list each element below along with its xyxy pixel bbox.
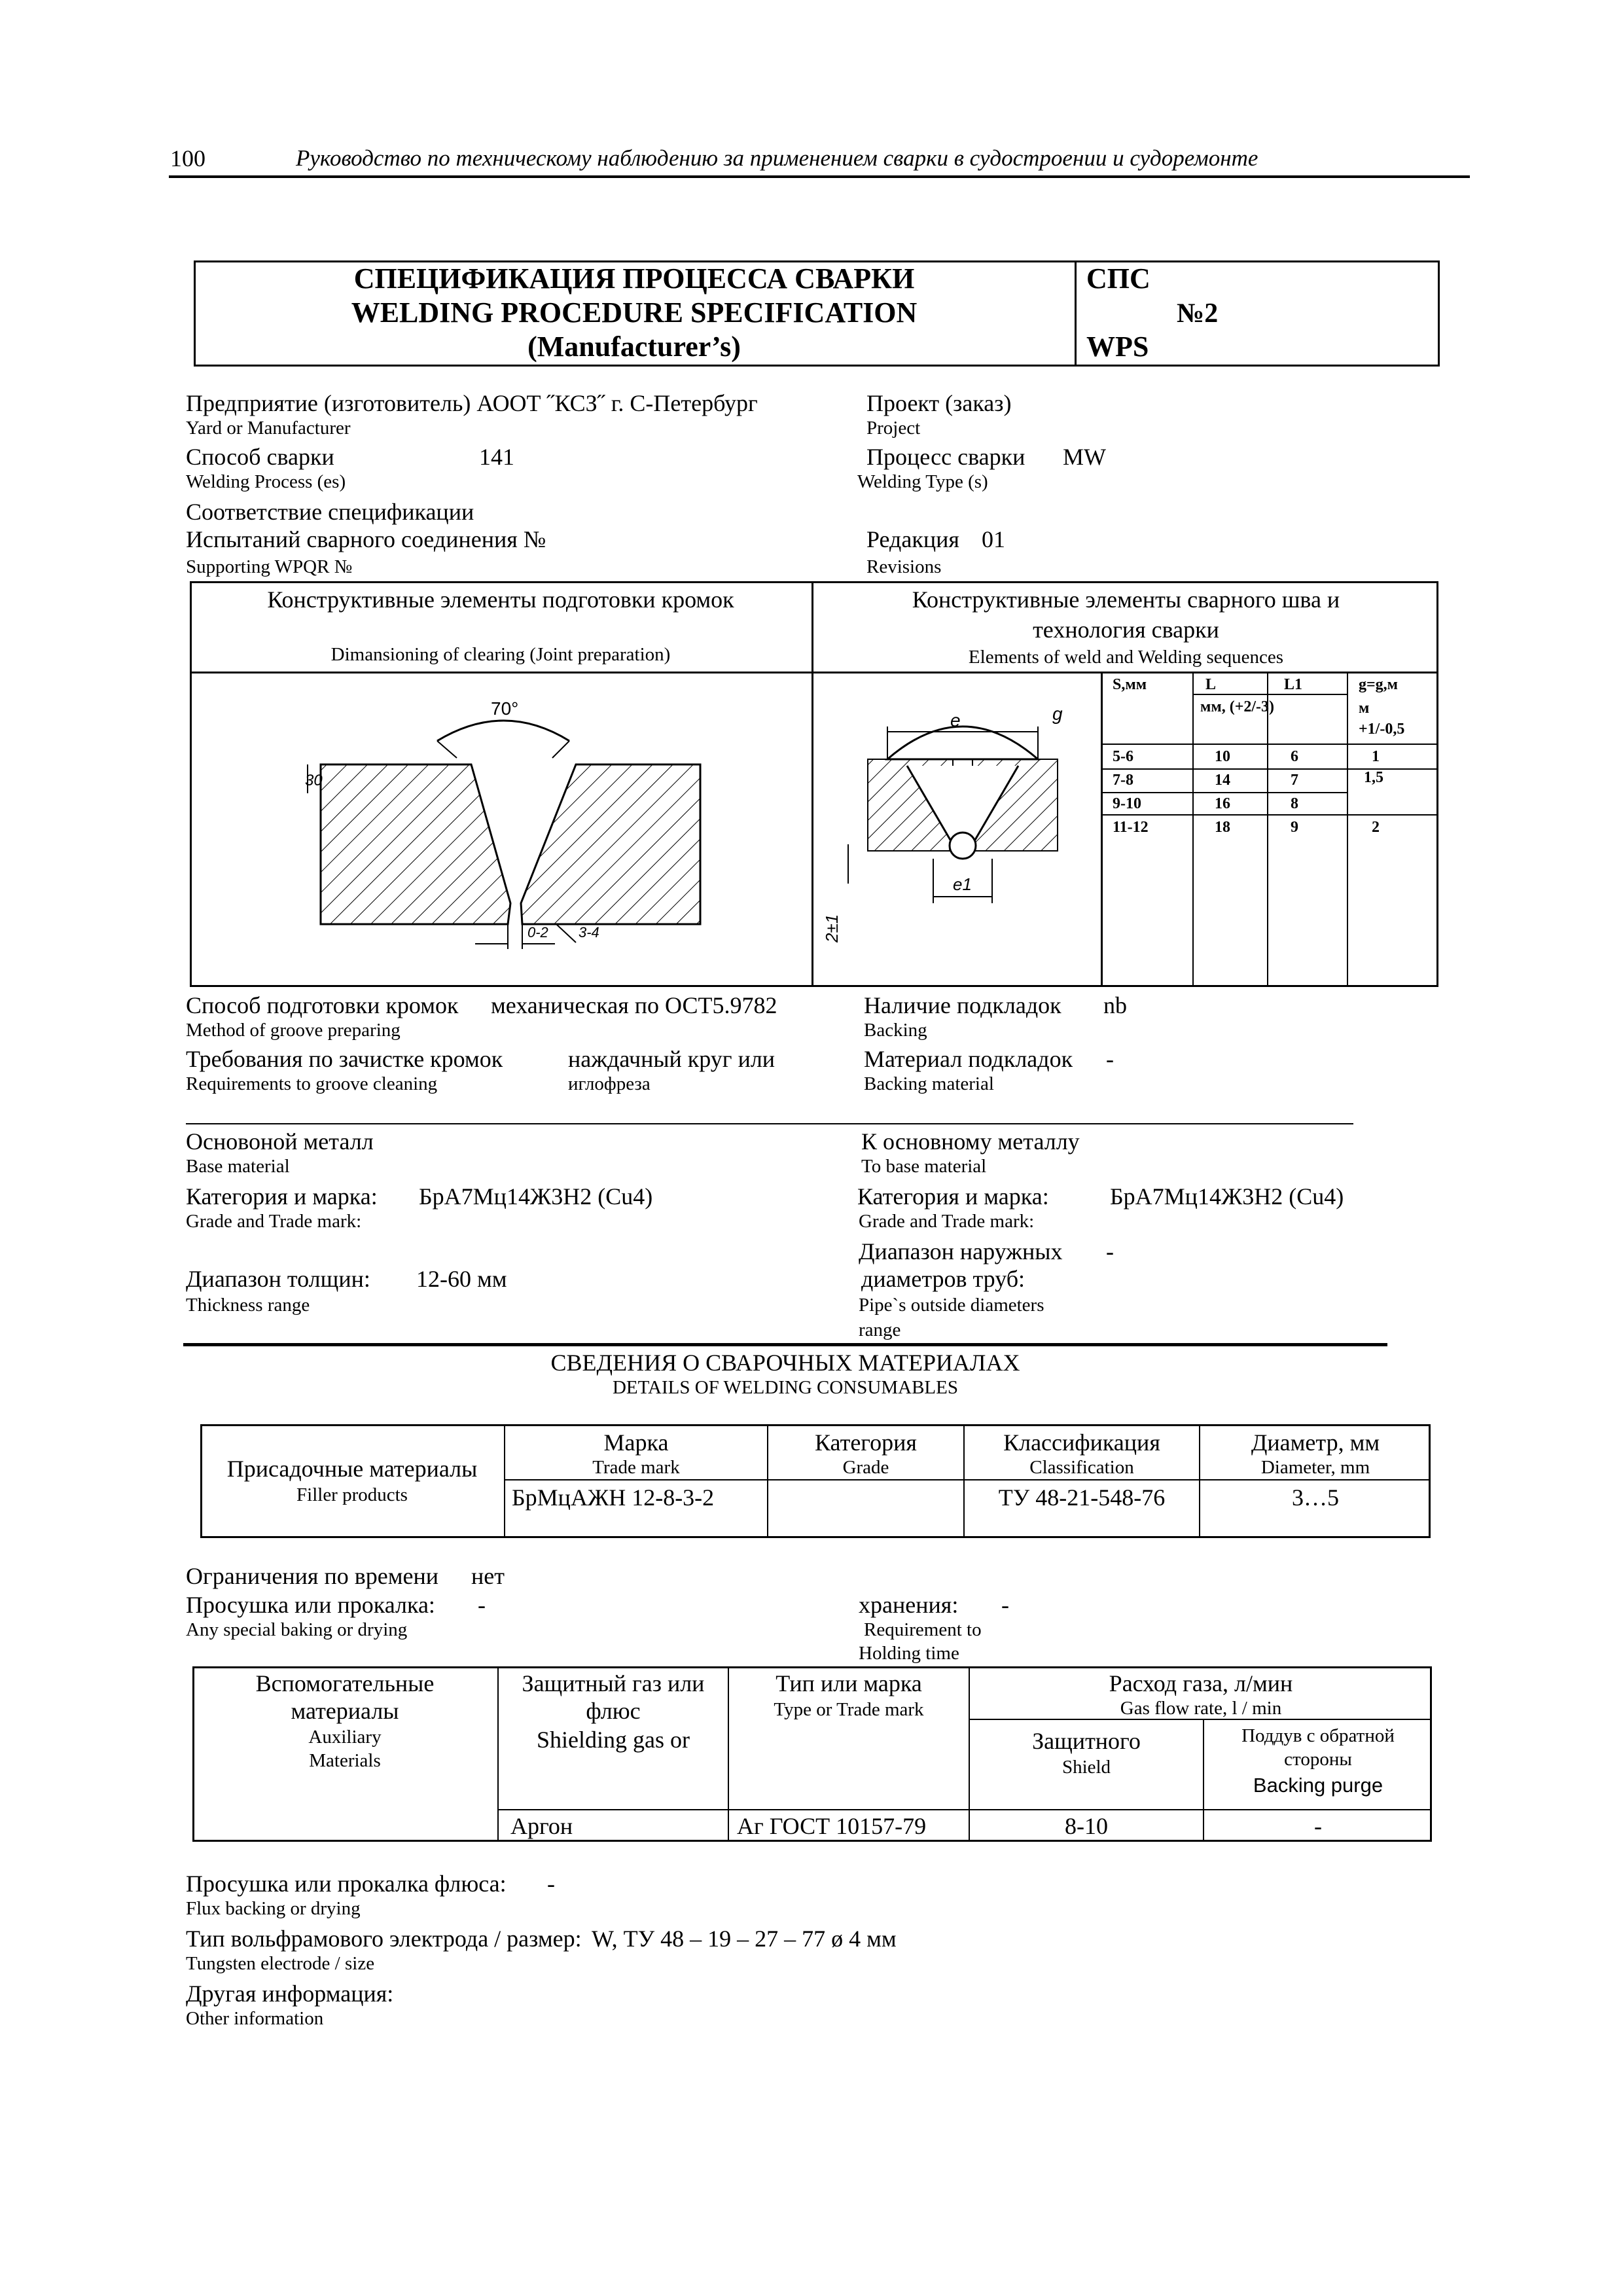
weld-width-label: e [950, 710, 961, 730]
filler-label-en: Filler products [296, 1484, 408, 1505]
aux-label-en-2: Materials [309, 1750, 381, 1771]
backing-value: nb [1103, 992, 1127, 1018]
to-base-label-en: To base material [861, 1156, 987, 1177]
dims-cell: 1 [1372, 748, 1380, 765]
dims-cell: 10 [1215, 748, 1230, 765]
cleaning-label: Требования по зачистке кромок [186, 1046, 503, 1072]
groove-method-label: Способ подготовки кромок [186, 992, 459, 1018]
aux-label-en: Auxiliary [308, 1727, 382, 1748]
other-info-label-en: Other information [186, 2008, 324, 2029]
other-info-label: Другая информация: [186, 1981, 394, 2007]
time-limit-value: нет [471, 1563, 505, 1589]
grade-label-en: Grade and Trade mark: [186, 1211, 362, 1232]
conformity-label: Соответствие спецификации [186, 499, 474, 525]
cleaning-label-en: Requirements to groove cleaning [186, 1073, 438, 1094]
title-ru: СПЕЦИФИКАЦИЯ ПРОЦЕССА СВАРКИ [353, 262, 915, 295]
dims-cell: 11-12 [1113, 819, 1149, 836]
grade2-value: БрА7Мц14Ж3Н2 (Cu4) [1110, 1183, 1344, 1210]
consumables-rule [183, 1343, 1387, 1346]
consumables-title: СВЕДЕНИЯ О СВАРОЧНЫХ МАТЕРИАЛАХ [550, 1350, 1020, 1376]
backing-label-en: Backing [864, 1020, 927, 1041]
yard-label-en: Yard or Manufacturer [186, 418, 351, 439]
running-header: Руководство по техническому наблюдению за применением сварки в судостроении и судоремонте [296, 145, 1258, 171]
trade-mark-header-en: Type or Trade mark [774, 1699, 924, 1720]
joint-table-header-rule [190, 672, 1438, 673]
dims-header-unit: мм, (+2/-3) [1200, 698, 1275, 715]
thickness-value: 12-60 мм [416, 1266, 507, 1292]
trade-mark-header: Тип или марка [776, 1670, 922, 1696]
dims-col-line-4 [1347, 672, 1348, 987]
groove-preparation-drawing [288, 681, 733, 949]
groove-angle-label: 70° [491, 698, 519, 719]
process-label: Способ сварки [186, 444, 334, 470]
wpqr-label-en: Supporting WPQR № [186, 556, 353, 577]
gas-header-en: Shielding gas or [537, 1727, 690, 1753]
flow-header-en: Gas flow rate, l / min [1120, 1698, 1282, 1719]
dims-cell: 6 [1291, 748, 1298, 765]
drying-value: - [478, 1592, 486, 1618]
pipe-diameter-label-en: Pipe`s outside diameters [859, 1295, 1044, 1316]
dims-header-m: м [1359, 700, 1370, 717]
purge-header: Поддув с обратной [1241, 1725, 1395, 1746]
purge-header-2: стороны [1284, 1749, 1352, 1770]
col-classification-header: Классификация [1003, 1429, 1160, 1456]
thickness-label: Диапазон толщин: [186, 1266, 370, 1292]
dims-col-line-3 [1267, 672, 1268, 987]
groove-method-value: механическая по ОСТ5.9782 [491, 992, 777, 1018]
flow-header: Расход газа, л/мин [1109, 1670, 1293, 1696]
dims-cell: 1,5 [1364, 769, 1383, 786]
base-material-label-en: Base material [186, 1156, 290, 1177]
weld-elements-header-2: технология сварки [1033, 617, 1219, 643]
dims-cell: 8 [1291, 795, 1298, 812]
dims-row-rule-1 [1101, 768, 1438, 770]
base-section-rule [186, 1123, 1353, 1124]
gap-label: 0-2 [527, 924, 548, 941]
col-grade-header-en: Grade [842, 1457, 889, 1478]
grade-value: БрА7Мц14Ж3Н2 (Cu4) [419, 1183, 653, 1210]
purge-flow-value: - [1314, 1813, 1322, 1839]
joint-prep-header: Конструктивные элементы подготовки кромок [267, 586, 734, 613]
gas-type-value: Аг ГОСТ 10157-79 [737, 1813, 927, 1839]
joint-table-divider [812, 581, 813, 987]
cleaning-value-2: иглофреза [568, 1073, 651, 1094]
holding-label-en: Requirement to [864, 1619, 982, 1640]
grade2-label-en: Grade and Trade mark: [859, 1211, 1035, 1232]
revision-value: 01 [982, 526, 1005, 552]
col-mark-header: Марка [603, 1429, 669, 1456]
dims-cell: 14 [1215, 772, 1230, 789]
aux-label-2: материалы [291, 1698, 399, 1724]
holding-label: хранения: [859, 1592, 959, 1618]
backing-material-label: Материал подкладок [864, 1046, 1073, 1072]
col-diameter-header-en: Diameter, mm [1260, 1457, 1370, 1478]
shield-flow-value: 8-10 [1065, 1813, 1108, 1839]
yard-label: Предприятие (изготовитель) АООТ ˝КСЗ˝ г. С-Петербург [186, 390, 758, 416]
drying-label-en: Any special baking or drying [186, 1619, 408, 1640]
dims-header-s: S,мм [1113, 676, 1147, 693]
tungsten-label: Тип вольфрамового электрода / размер: [186, 1926, 582, 1952]
filler-label: Присадочные материалы [226, 1456, 478, 1482]
consumables-title-en: DETAILS OF WELDING CONSUMABLES [612, 1377, 958, 1398]
base-material-label: Основоной металл [186, 1128, 374, 1155]
backing-label: Наличие подкладок [864, 992, 1061, 1018]
project-label-en: Project [866, 418, 921, 439]
drying-label: Просушка или прокалка: [186, 1592, 435, 1618]
dims-cell: 7 [1291, 772, 1298, 789]
filler-header-rule [504, 1479, 1431, 1480]
bevel-label: 30 [305, 772, 323, 789]
root-width-label: e1 [953, 874, 972, 894]
holding-label-en-2: Holding time [859, 1643, 959, 1664]
header-rule [169, 175, 1470, 178]
dims-header-tol: +1/-0,5 [1359, 721, 1405, 738]
backing-material-value: - [1106, 1046, 1114, 1072]
wps-number: №2 [1177, 298, 1219, 329]
groove-method-label-en: Method of groove preparing [186, 1020, 401, 1041]
filler-diameter-value: 3…5 [1292, 1484, 1339, 1511]
dims-cell: 5-6 [1113, 748, 1133, 765]
col-mark-header-en: Trade mark [592, 1457, 680, 1478]
dims-row-rule-3 [1101, 814, 1438, 816]
shield-header: Защитного [1032, 1728, 1141, 1754]
root-face-label: 3-4 [579, 924, 599, 941]
dims-row-rule-2 [1101, 792, 1347, 793]
dims-unit-rule [1192, 694, 1347, 695]
col-diameter-header: Диаметр, мм [1251, 1429, 1380, 1456]
weld-sequence-drawing [822, 681, 1103, 956]
code-en: WPS [1086, 331, 1149, 363]
tungsten-label-en: Tungsten electrode / size [186, 1953, 375, 1974]
grade-label: Категория и марка: [186, 1183, 378, 1210]
dims-cell: 18 [1215, 819, 1230, 836]
cleaning-value: наждачный круг или [568, 1046, 776, 1072]
dims-cell: 9 [1291, 819, 1298, 836]
filler-classification-value: ТУ 48-21-548-76 [998, 1484, 1166, 1511]
title-box-divider [1075, 260, 1077, 367]
gas-value: Аргон [510, 1813, 573, 1839]
type-label: Процесс сварки [866, 444, 1026, 470]
type-label-en: Welding Type (s) [857, 471, 988, 492]
title-en: WELDING PROCEDURE SPECIFICATION [351, 296, 918, 329]
process-value: 141 [479, 444, 514, 470]
col-grade-header: Категория [815, 1429, 917, 1456]
project-label: Проект (заказ) [866, 390, 1012, 416]
weld-reinforcement-label: g [1052, 704, 1063, 724]
flux-drying-label: Просушка или прокалка флюса: [186, 1871, 507, 1897]
title-subtitle: (Manufacturer’s) [527, 331, 741, 363]
flux-drying-label-en: Flux backing or drying [186, 1898, 361, 1919]
weld-elements-header-en: Elements of weld and Welding sequences [968, 647, 1284, 668]
dims-col-line-2 [1192, 672, 1194, 987]
col-classification-header-en: Classification [1029, 1457, 1134, 1478]
holding-value: - [1001, 1592, 1009, 1618]
backing-material-label-en: Backing material [864, 1073, 994, 1094]
to-base-label: К основному металлу [861, 1128, 1080, 1155]
process-label-en: Welding Process (es) [186, 471, 346, 492]
revision-label-en: Revisions [866, 556, 942, 577]
aux-label: Вспомогательные [255, 1670, 435, 1696]
time-limit-label: Ограничения по времени [186, 1563, 438, 1589]
tungsten-value: W, ТУ 48 – 19 – 27 – 77 ø 4 мм [592, 1926, 897, 1952]
gas-header-2: флюс [586, 1698, 641, 1724]
gas-header: Защитный газ или [522, 1670, 705, 1696]
aux-flow-rule [969, 1719, 1432, 1720]
filler-mark-value: БрМцАЖН 12-8-3-2 [512, 1484, 715, 1511]
pipe-diameter-label-en-2: range [859, 1319, 901, 1340]
dims-col-line-1 [1101, 672, 1103, 987]
dims-header-g: g=g,м [1359, 676, 1399, 693]
dims-header-rule [1101, 744, 1438, 745]
wpqr-label: Испытаний сварного соединения № [186, 526, 546, 552]
dims-cell: 16 [1215, 795, 1230, 812]
pipe-diameter-label-2: диаметров труб: [861, 1266, 1026, 1292]
dims-cell: 2 [1372, 819, 1380, 836]
aux-value-rule [497, 1809, 1432, 1810]
page-number: 100 [170, 145, 205, 171]
thickness-label-en: Thickness range [186, 1295, 310, 1316]
pipe-diameter-value: - [1106, 1238, 1114, 1265]
dims-header-l1: L1 [1284, 676, 1303, 693]
purge-header-en: Backing purge [1253, 1774, 1383, 1797]
flux-drying-value: - [547, 1871, 555, 1897]
type-value: MW [1063, 444, 1106, 470]
dims-cell: 7-8 [1113, 772, 1133, 789]
joint-prep-header-en: Dimansioning of clearing (Joint preparation) [330, 644, 671, 665]
weld-elements-header: Конструктивные элементы сварного шва и [912, 586, 1340, 613]
code-ru: СПС [1086, 262, 1150, 295]
revision-label: Редакция [866, 526, 959, 552]
root-tolerance-label: 2±1 [822, 914, 842, 942]
dims-cell: 9-10 [1113, 795, 1141, 812]
shield-header-en: Shield [1061, 1757, 1111, 1778]
pipe-diameter-label: Диапазон наружных [859, 1238, 1063, 1265]
grade2-label: Категория и марка: [857, 1183, 1049, 1210]
dims-header-l: L [1205, 676, 1217, 693]
